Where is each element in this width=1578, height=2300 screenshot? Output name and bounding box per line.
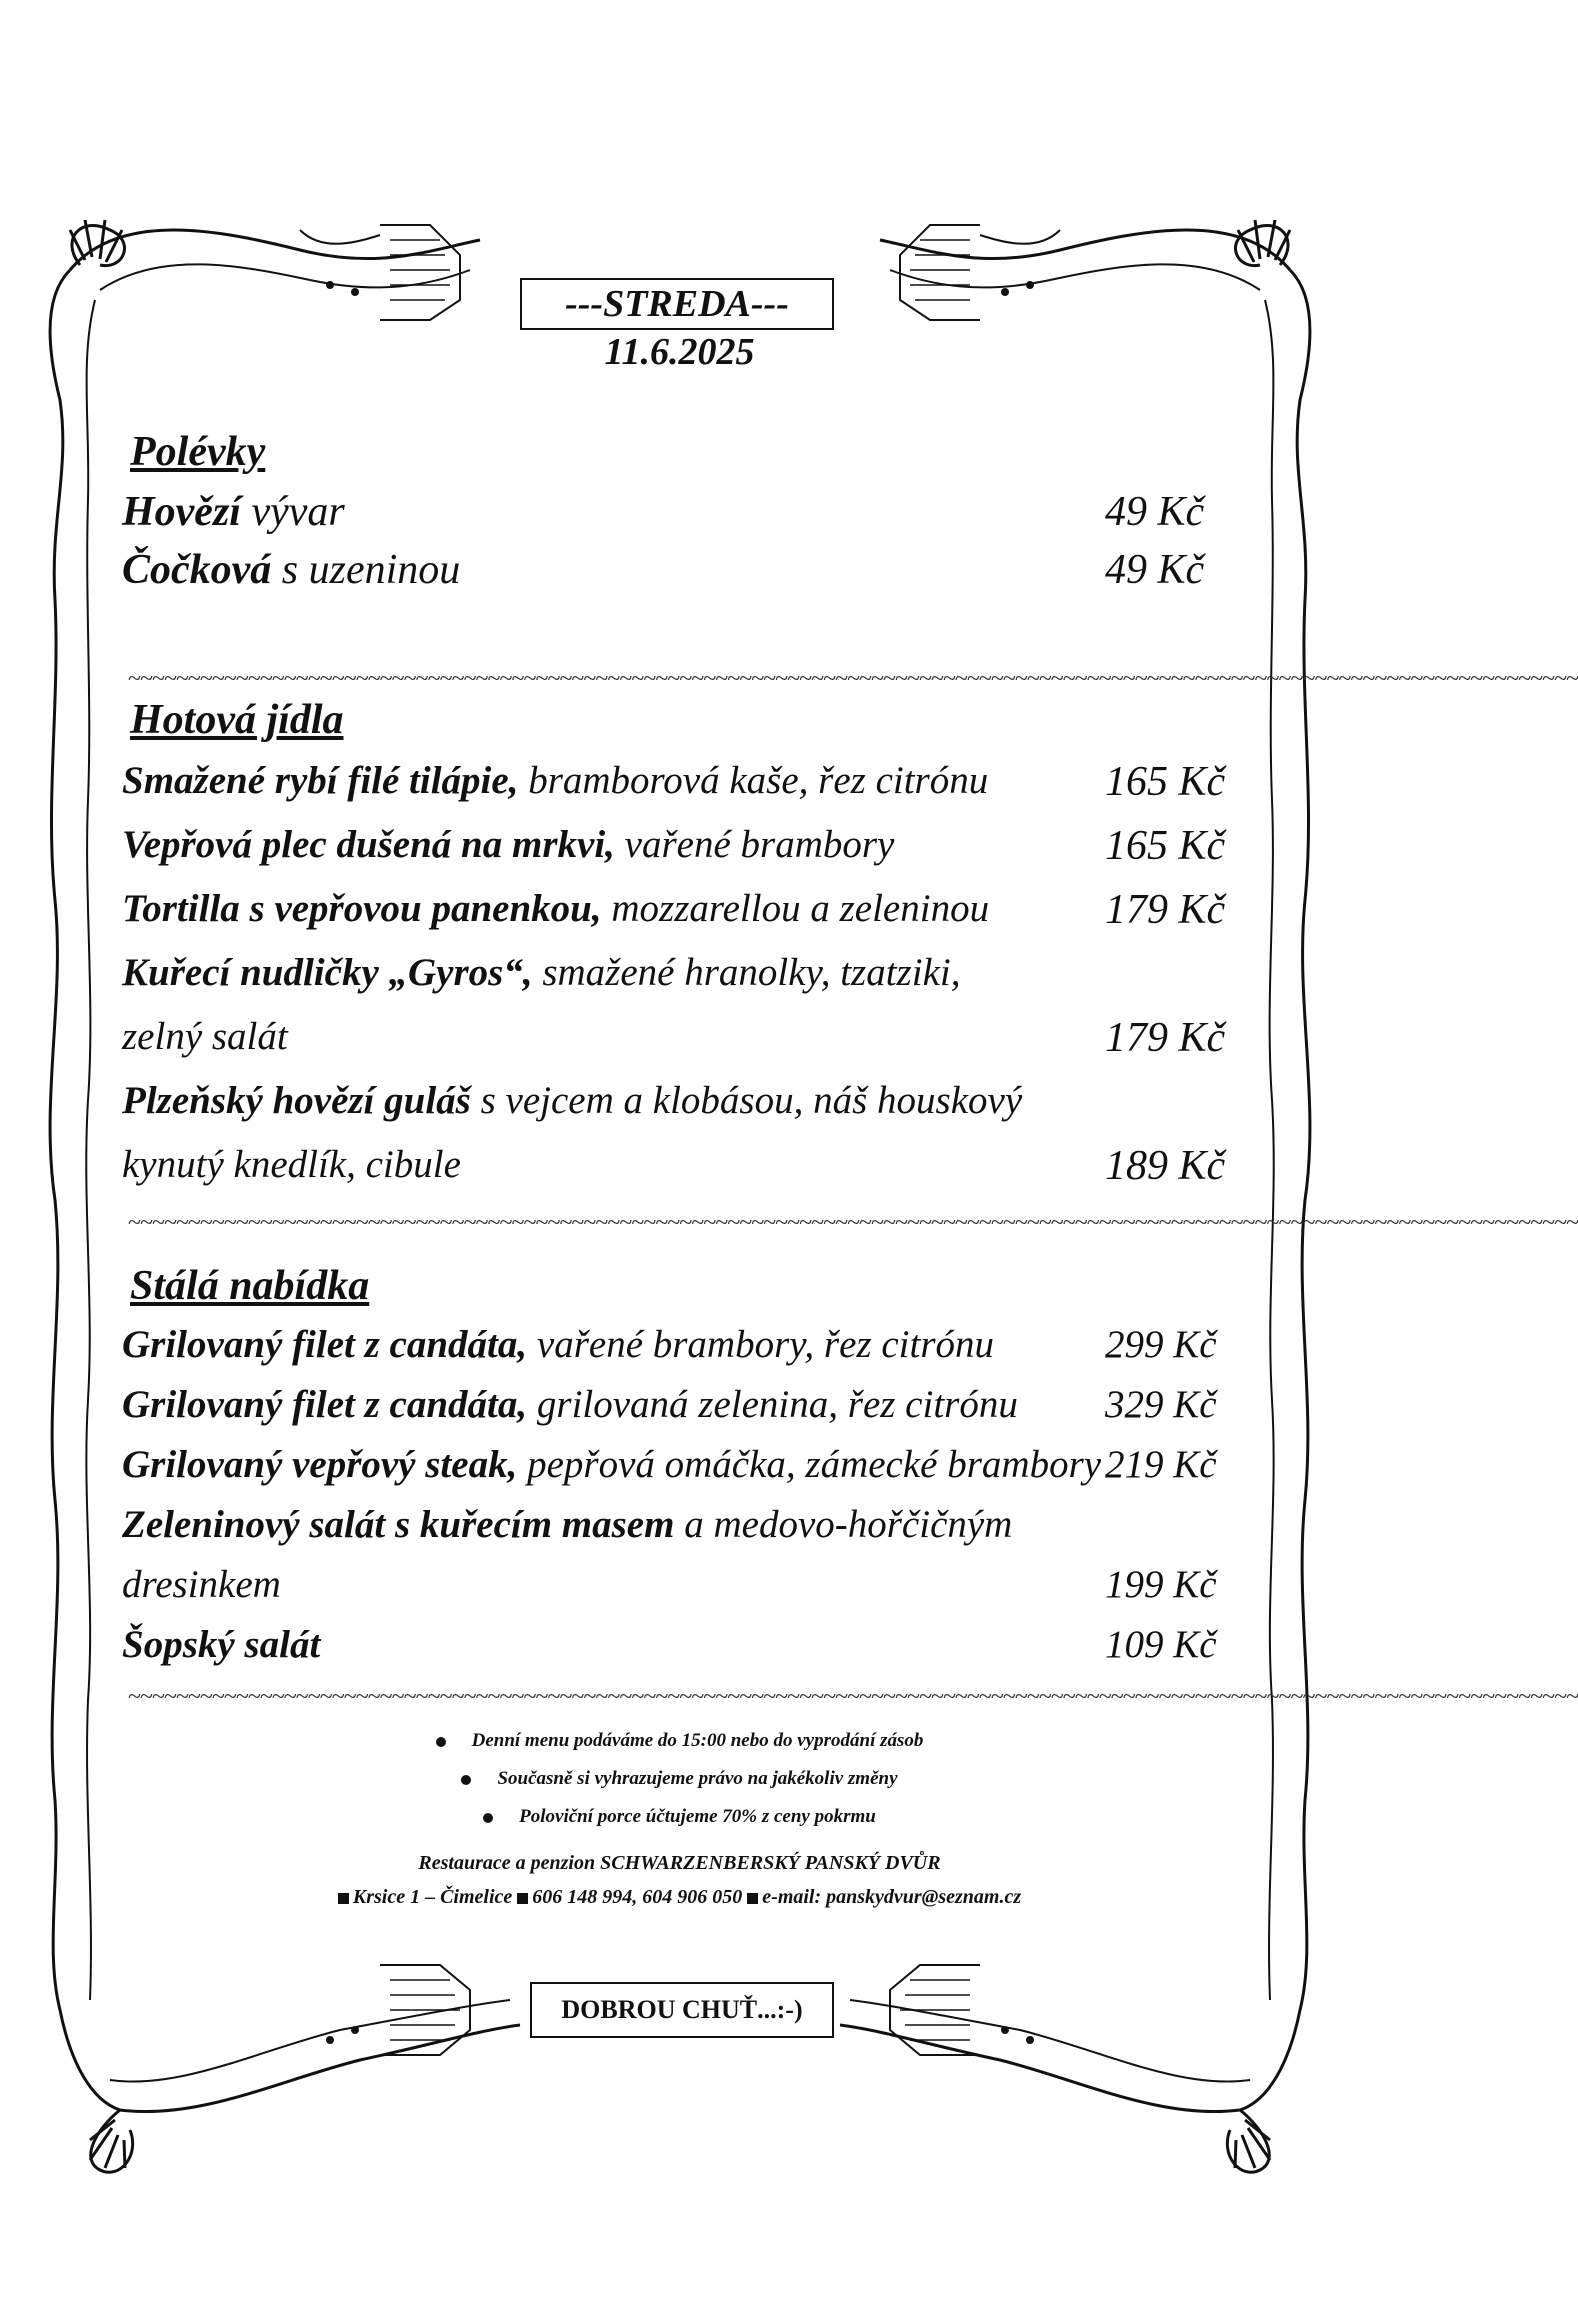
section-title-soups: Polévky bbox=[130, 429, 266, 475]
menu-item: Plzeňský hovězí guláš s vejcem a klobásou, náš houskový bbox=[122, 1079, 1023, 1122]
menu-item: Šopský salát bbox=[122, 1623, 321, 1666]
menu-item-continuation: kynutý knedlík, cibule bbox=[122, 1143, 461, 1186]
note-item: Poloviční porce účtujeme 70% z ceny pokrmu bbox=[0, 1806, 1359, 1828]
note-item: Současně si vyhrazujeme právo na jakékoliv změny bbox=[0, 1768, 1359, 1790]
divider: ~~~~~~~~~~~~~~~~~~~~~~~~~~~~~~~~~~~~~~~~~~~~~~~~~~~~~~~~~~~~~~~~~~~~~~~~~~~~~~~~~~~~~~~~~~~~~~~~~~~~~~~~~~~~~~~~~~~~~~~~~ bbox=[128, 1210, 1578, 1236]
item-price: 199 Kč bbox=[1105, 1563, 1217, 1606]
divider: ~~~~~~~~~~~~~~~~~~~~~~~~~~~~~~~~~~~~~~~~~~~~~~~~~~~~~~~~~~~~~~~~~~~~~~~~~~~~~~~~~~~~~~~~~~~~~~~~~~~~~~~~~~~~~~~~~~~~~~~~~ bbox=[128, 666, 1578, 692]
menu-item: Vepřová plec dušená na mrkvi, vařené brambory bbox=[122, 823, 895, 866]
square-bullet-icon bbox=[747, 1893, 758, 1904]
contact-line: Krsice 1 – Čimelice 606 148 994, 604 906 050 e-mail: panskydvur@seznam.cz bbox=[0, 1886, 1359, 1909]
day-label: ---STREDA--- bbox=[520, 278, 834, 330]
menu-item: Grilovaný vepřový steak, pepřová omáčka, zámecké brambory bbox=[122, 1443, 1102, 1486]
item-price: 219 Kč bbox=[1105, 1443, 1217, 1486]
menu-date: 11.6.2025 bbox=[604, 331, 755, 373]
item-price: 165 Kč bbox=[1105, 823, 1226, 869]
menu-item: Smažené rybí filé tilápie, bramborová kaše, řez citrónu bbox=[122, 759, 989, 802]
item-price: 179 Kč bbox=[1105, 887, 1226, 933]
item-price: 299 Kč bbox=[1105, 1323, 1217, 1366]
menu-item: Kuřecí nudličky „Gyros“, smažené hranolky, tzatziki, bbox=[122, 951, 961, 994]
bullet-icon bbox=[461, 1775, 471, 1785]
section-title-ready-meals: Hotová jídla bbox=[130, 697, 344, 743]
item-price: 165 Kč bbox=[1105, 759, 1226, 805]
section-title-standing-offer: Stálá nabídka bbox=[130, 1263, 370, 1309]
menu-item: Čočková s uzeninou bbox=[122, 547, 461, 593]
menu-item: Zeleninový salát s kuřecím masem a medovo-hořčičným bbox=[122, 1503, 1013, 1546]
restaurant-name: Restaurace a penzion SCHWARZENBERSKÝ PANSKÝ DVŮR bbox=[418, 1852, 941, 1874]
menu-item: Grilovaný filet z candáta, vařené brambory, řez citrónu bbox=[122, 1323, 994, 1366]
menu-item: Hovězí vývar bbox=[122, 489, 345, 535]
menu-item: Tortilla s vepřovou panenkou, mozzarellou a zeleninou bbox=[122, 887, 990, 930]
menu-item-continuation: dresinkem bbox=[122, 1563, 281, 1606]
item-price: 179 Kč bbox=[1105, 1015, 1226, 1061]
note-item: Denní menu podáváme do 15:00 nebo do vyprodání zásob bbox=[0, 1730, 1359, 1752]
bullet-icon bbox=[436, 1737, 446, 1747]
square-bullet-icon bbox=[517, 1893, 528, 1904]
item-price: 109 Kč bbox=[1105, 1623, 1217, 1666]
item-price: 189 Kč bbox=[1105, 1143, 1226, 1189]
closing-banner: DOBROU CHUŤ...:-) bbox=[530, 1982, 834, 2038]
divider: ~~~~~~~~~~~~~~~~~~~~~~~~~~~~~~~~~~~~~~~~~~~~~~~~~~~~~~~~~~~~~~~~~~~~~~~~~~~~~~~~~~~~~~~~~~~~~~~~~~~~~~~~~~~~~~~~~~~~~~~~~ bbox=[128, 1684, 1578, 1710]
menu-item: Grilovaný filet z candáta, grilovaná zelenina, řez citrónu bbox=[122, 1383, 1018, 1426]
menu-item-continuation: zelný salát bbox=[122, 1015, 288, 1058]
bullet-icon bbox=[483, 1813, 493, 1823]
item-price: 49 Kč bbox=[1105, 489, 1205, 535]
square-bullet-icon bbox=[338, 1893, 349, 1904]
item-price: 329 Kč bbox=[1105, 1383, 1217, 1426]
item-price: 49 Kč bbox=[1105, 547, 1205, 593]
